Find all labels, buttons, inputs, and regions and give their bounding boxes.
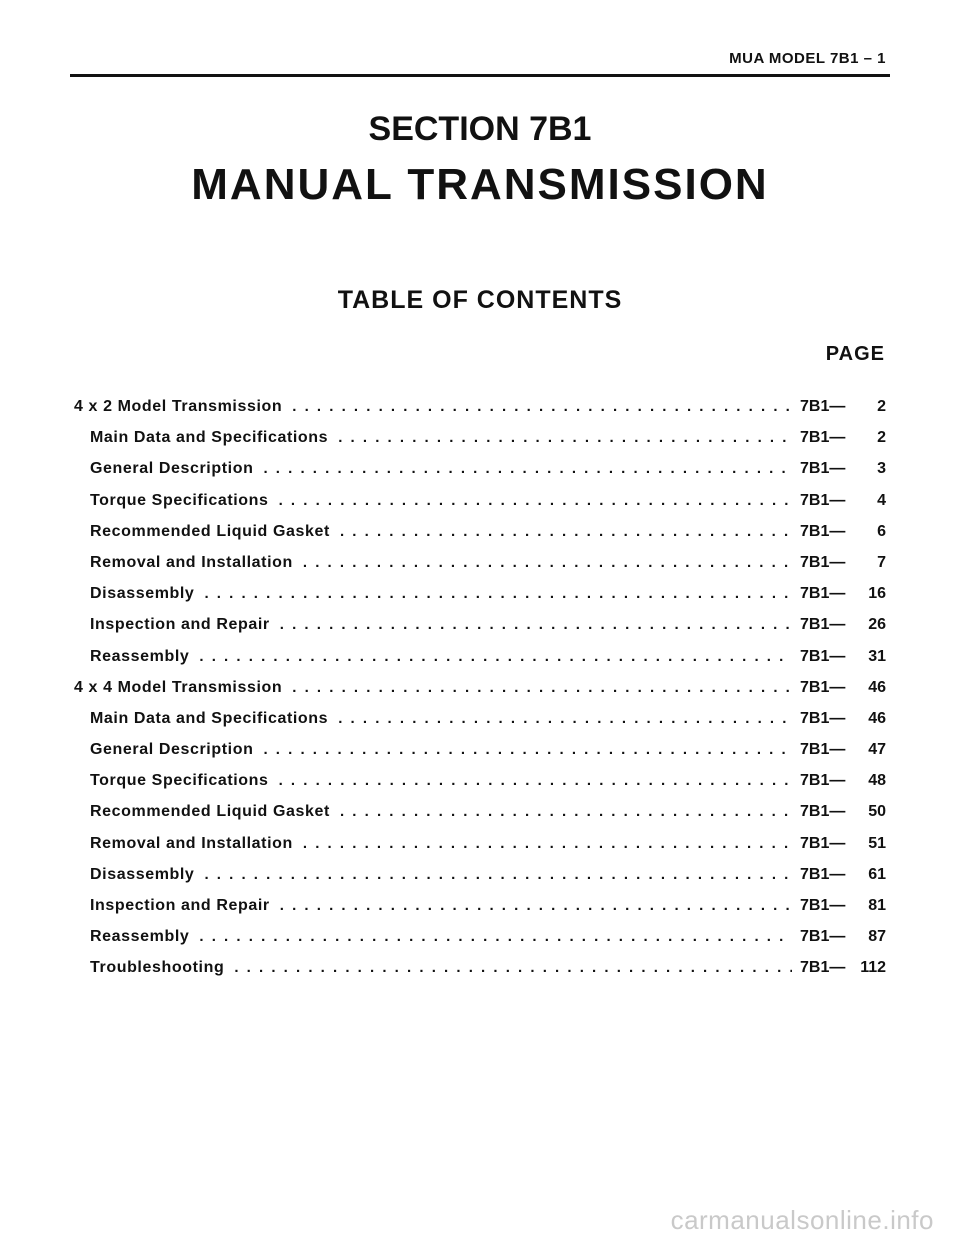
dot-leader — [280, 609, 792, 640]
toc-entry-title: General Description — [90, 460, 254, 478]
toc-entry-section: 7B1— — [800, 491, 846, 509]
toc-entry-page: 6 — [877, 522, 886, 540]
section-title: SECTION 7B1 — [368, 110, 592, 148]
toc-entry-section: 7B1— — [800, 678, 846, 696]
toc-entry-page: 112 — [860, 959, 886, 977]
dot-leader — [199, 921, 792, 952]
toc-entry-page: 61 — [868, 865, 886, 883]
toc-entry-title: 4 x 2 Model Transmission — [74, 398, 283, 415]
toc-entry[interactable] — [74, 734, 886, 765]
toc-entry-page: 87 — [868, 928, 886, 946]
toc-entry[interactable] — [74, 609, 886, 640]
toc-entry-section: 7B1— — [800, 616, 846, 634]
toc-entry-section: 7B1— — [800, 928, 846, 946]
toc-entry[interactable] — [74, 641, 886, 672]
toc-entry-title: Inspection and Repair — [90, 616, 270, 634]
toc-entry-page: 7 — [877, 553, 886, 571]
toc-entry-title: Removal and Installation — [90, 553, 293, 571]
dot-leader — [292, 391, 792, 422]
dot-leader — [204, 859, 792, 890]
toc-entry[interactable] — [74, 547, 886, 578]
toc-entry[interactable] — [74, 516, 886, 547]
toc-entry-page: 50 — [868, 803, 886, 821]
toc-entry-title: Torque Specifications — [90, 772, 269, 790]
dot-leader — [303, 828, 792, 859]
dot-leader — [338, 422, 792, 453]
toc-entry-section: 7B1— — [800, 398, 846, 415]
toc-entry-page: 2 — [877, 429, 886, 447]
toc-entry[interactable] — [74, 578, 886, 609]
toc-entry-page: 26 — [868, 616, 886, 634]
toc-entry[interactable] — [74, 796, 886, 827]
toc-entry[interactable] — [74, 485, 886, 516]
dot-leader — [303, 547, 792, 578]
toc-entry[interactable] — [74, 453, 886, 484]
toc-entry[interactable] — [74, 703, 886, 734]
toc-entry-page: 48 — [868, 772, 886, 790]
toc-entry-title: Inspection and Repair — [90, 897, 270, 914]
page-title: MANUAL TRANSMISSION — [191, 160, 769, 209]
toc-entry-page: 47 — [868, 741, 886, 759]
toc-entry[interactable] — [74, 859, 886, 890]
dot-leader — [263, 734, 792, 765]
toc-entry-title: Torque Specifications — [90, 491, 269, 509]
dot-leader — [279, 485, 792, 516]
toc-entry[interactable] — [74, 391, 886, 422]
toc-entry-page: 51 — [868, 834, 886, 852]
toc-entry-title: Recommended Liquid Gasket — [90, 522, 330, 540]
dot-leader — [263, 453, 792, 484]
dot-leader — [340, 796, 792, 827]
dot-leader — [199, 641, 792, 672]
toc-entry-section: 7B1— — [800, 803, 846, 821]
toc-entry-page: 46 — [868, 709, 886, 727]
toc-entry-title: General Description — [90, 741, 254, 759]
toc-entry-title: Main Data and Specifications — [90, 429, 329, 447]
toc-entry-title: Recommended Liquid Gasket — [90, 803, 330, 821]
toc-entry-page: 4 — [877, 491, 886, 509]
toc-entry-section: 7B1— — [800, 741, 846, 759]
toc-entry-section: 7B1— — [800, 585, 846, 603]
toc-entry-title: Disassembly — [90, 585, 195, 603]
toc-entry-title: Reassembly — [90, 647, 190, 665]
toc-entry[interactable] — [74, 890, 886, 921]
toc-entry-page: 2 — [877, 398, 886, 415]
toc-entry-section: 7B1— — [800, 553, 846, 571]
toc-entry-title: Disassembly — [90, 865, 195, 883]
toc-entry-title: Main Data and Specifications — [90, 709, 329, 727]
toc-list — [74, 391, 886, 984]
toc-entry-page: 46 — [868, 678, 886, 696]
toc-entry[interactable] — [74, 765, 886, 796]
toc-entry[interactable] — [74, 672, 886, 703]
toc-entry-title: Troubleshooting — [90, 959, 225, 977]
toc-entry-page: 31 — [868, 647, 886, 665]
toc-entry-page: 16 — [868, 585, 886, 603]
dot-leader — [340, 516, 792, 547]
toc-entry[interactable] — [74, 952, 886, 983]
toc-entry-section: 7B1— — [800, 834, 846, 852]
toc-entry-page: 81 — [868, 897, 886, 914]
toc-entry-section: 7B1— — [800, 897, 846, 914]
dot-leader — [204, 578, 792, 609]
toc-entry-section: 7B1— — [800, 522, 846, 540]
toc-entry-section: 7B1— — [800, 865, 846, 883]
watermark: carmanualsonline.info — [670, 1205, 934, 1235]
dot-leader — [279, 765, 792, 796]
toc-entry-title: Reassembly — [90, 928, 190, 946]
toc-entry-section: 7B1— — [800, 647, 846, 665]
toc-entry-section: 7B1— — [800, 959, 846, 977]
toc-entry-section: 7B1— — [800, 709, 846, 727]
running-header: MUA MODEL 7B1 – 1 — [729, 50, 886, 67]
header-rule — [70, 74, 890, 77]
dot-leader — [234, 952, 792, 983]
toc-entry-section: 7B1— — [800, 460, 846, 478]
dot-leader — [292, 672, 792, 703]
toc-entry[interactable] — [74, 828, 886, 859]
toc-entry[interactable] — [74, 921, 886, 952]
page-column-label: PAGE — [825, 343, 885, 365]
toc-entry-section: 7B1— — [800, 772, 846, 790]
toc-entry-title: Removal and Installation — [90, 834, 293, 852]
dot-leader — [338, 703, 792, 734]
toc-entry[interactable] — [74, 422, 886, 453]
toc-entry-title: 4 x 4 Model Transmission — [74, 678, 283, 696]
toc-entry-page: 3 — [877, 460, 886, 478]
toc-entry-section: 7B1— — [800, 429, 846, 447]
dot-leader — [280, 890, 792, 921]
toc-heading: TABLE OF CONTENTS — [337, 286, 623, 314]
